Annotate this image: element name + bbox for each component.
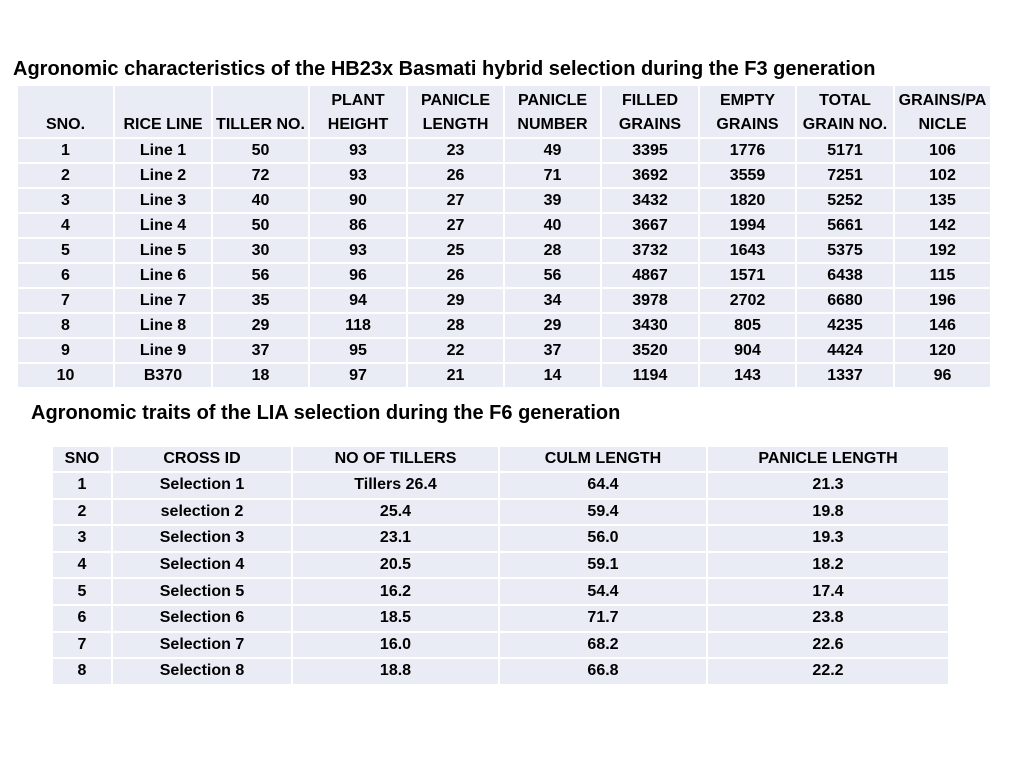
column-header — [114, 85, 212, 138]
table-cell: 3 — [52, 525, 112, 552]
table-cell: 3520 — [601, 338, 699, 363]
table-cell: 29 — [504, 313, 601, 338]
table-cell: 28 — [504, 238, 601, 263]
table-cell: 37 — [504, 338, 601, 363]
table-cell: 5661 — [796, 213, 894, 238]
table-cell: 18.2 — [707, 552, 949, 579]
table-cell: 4424 — [796, 338, 894, 363]
column-header-line: LENGTH — [422, 116, 489, 133]
column-header-line: SNO. — [45, 116, 86, 133]
column-header-line: GRAINS/PA — [898, 92, 987, 109]
table-cell: selection 2 — [112, 499, 292, 526]
table-cell: Selection 5 — [112, 578, 292, 605]
column-header — [504, 85, 601, 138]
table-cell: Selection 6 — [112, 605, 292, 632]
table-cell: 135 — [894, 188, 991, 213]
table-cell: 1 — [17, 138, 114, 163]
table-cell: 29 — [407, 288, 504, 313]
table-cell: 4867 — [601, 263, 699, 288]
table-row — [17, 313, 991, 338]
table-cell: 2 — [17, 163, 114, 188]
column-header — [17, 85, 114, 138]
table-cell: 56 — [504, 263, 601, 288]
table-cell: 10 — [17, 363, 114, 388]
table-cell: 56.0 — [499, 525, 707, 552]
column-header — [407, 85, 504, 138]
column-header-line: PLANT — [331, 92, 385, 109]
table-cell: 4 — [52, 552, 112, 579]
column-header-line: PANICLE — [517, 92, 588, 109]
column-header — [699, 85, 796, 138]
table-cell: 59.4 — [499, 499, 707, 526]
table-row — [17, 213, 991, 238]
table-cell: 3667 — [601, 213, 699, 238]
table-row — [52, 658, 949, 685]
table-cell: 26 — [407, 263, 504, 288]
header-row — [17, 85, 991, 138]
table-cell: 14 — [504, 363, 601, 388]
table-cell: 50 — [212, 213, 309, 238]
table-row — [17, 163, 991, 188]
table-cell: 3559 — [699, 163, 796, 188]
table-cell: 143 — [699, 363, 796, 388]
table-cell: 22.6 — [707, 632, 949, 659]
table-cell: 146 — [894, 313, 991, 338]
table-cell: Selection 3 — [112, 525, 292, 552]
table-cell: 5252 — [796, 188, 894, 213]
column-header: NO OF TILLERS — [292, 446, 499, 472]
table-cell: 37 — [212, 338, 309, 363]
table-cell: 1571 — [699, 263, 796, 288]
column-header — [601, 85, 699, 138]
table-cell: Line 2 — [114, 163, 212, 188]
table-cell: Line 8 — [114, 313, 212, 338]
table-cell: 2702 — [699, 288, 796, 313]
table-cell: 7251 — [796, 163, 894, 188]
table-cell: 64.4 — [499, 472, 707, 499]
column-header: CROSS ID — [112, 446, 292, 472]
table-cell: Line 4 — [114, 213, 212, 238]
table-cell: 86 — [309, 213, 407, 238]
table-row — [52, 605, 949, 632]
table-cell: 90 — [309, 188, 407, 213]
table-cell: 904 — [699, 338, 796, 363]
table-cell: 96 — [309, 263, 407, 288]
table-cell: 71 — [504, 163, 601, 188]
table-cell: 106 — [894, 138, 991, 163]
f6-traits-table — [51, 445, 950, 686]
table-cell: Line 3 — [114, 188, 212, 213]
table-cell: 3978 — [601, 288, 699, 313]
table2-title: Agronomic traits of the LIA selection during the F6 generation — [31, 402, 621, 424]
table-cell: 3 — [17, 188, 114, 213]
table-cell: 93 — [309, 138, 407, 163]
table-cell: 8 — [17, 313, 114, 338]
table-cell: 6438 — [796, 263, 894, 288]
table-cell: Line 6 — [114, 263, 212, 288]
table-cell: 56 — [212, 263, 309, 288]
column-header-line: RICE LINE — [123, 116, 203, 133]
table-cell: 27 — [407, 188, 504, 213]
column-header — [309, 85, 407, 138]
table-row — [52, 525, 949, 552]
table-row — [17, 363, 991, 388]
table-cell: 805 — [699, 313, 796, 338]
column-header-line: NUMBER — [517, 116, 588, 133]
table-cell: 26 — [407, 163, 504, 188]
table-row — [17, 288, 991, 313]
table-cell: 16.0 — [292, 632, 499, 659]
table-row — [52, 552, 949, 579]
table-cell: 40 — [212, 188, 309, 213]
table-row — [52, 499, 949, 526]
column-header-line: GRAINS — [618, 116, 682, 133]
column-header: SNO — [52, 446, 112, 472]
column-header-line: HEIGHT — [327, 116, 389, 133]
table-cell: 21.3 — [707, 472, 949, 499]
table-cell: 30 — [212, 238, 309, 263]
table-cell: 1994 — [699, 213, 796, 238]
table-row — [17, 188, 991, 213]
table-cell: 35 — [212, 288, 309, 313]
table-cell: Selection 4 — [112, 552, 292, 579]
table-cell: 3395 — [601, 138, 699, 163]
table-cell: 22 — [407, 338, 504, 363]
table-cell: 40 — [504, 213, 601, 238]
column-header — [796, 85, 894, 138]
table-cell: 5 — [17, 238, 114, 263]
table-cell: Line 1 — [114, 138, 212, 163]
header-row — [52, 446, 949, 472]
table-cell: 1 — [52, 472, 112, 499]
table-cell: 59.1 — [499, 552, 707, 579]
table-cell: 22.2 — [707, 658, 949, 685]
table-cell: 71.7 — [499, 605, 707, 632]
column-header-line — [213, 89, 308, 113]
table-cell: 29 — [212, 313, 309, 338]
table-cell: 5171 — [796, 138, 894, 163]
table-cell: 3430 — [601, 313, 699, 338]
column-header-line: FILLED — [622, 92, 678, 109]
table-cell: 49 — [504, 138, 601, 163]
column-header-line: GRAINS — [716, 116, 779, 133]
table-cell: 1643 — [699, 238, 796, 263]
table-cell: Selection 8 — [112, 658, 292, 685]
table-cell: 142 — [894, 213, 991, 238]
table-cell: 23.8 — [707, 605, 949, 632]
table-cell: 93 — [309, 238, 407, 263]
column-header-line — [18, 89, 113, 113]
table-cell: 54.4 — [499, 578, 707, 605]
table-cell: 18 — [212, 363, 309, 388]
table-row — [52, 578, 949, 605]
table-cell: 17.4 — [707, 578, 949, 605]
column-header: CULM LENGTH — [499, 446, 707, 472]
table-row — [17, 238, 991, 263]
table-cell: 196 — [894, 288, 991, 313]
table-cell: 118 — [309, 313, 407, 338]
table-cell: 19.8 — [707, 499, 949, 526]
column-header-line — [115, 89, 211, 113]
column-header — [212, 85, 309, 138]
table-row — [52, 472, 949, 499]
table-cell: 95 — [309, 338, 407, 363]
column-header-line: NICLE — [918, 116, 967, 133]
table-row — [17, 138, 991, 163]
table-cell: 93 — [309, 163, 407, 188]
table-cell: B370 — [114, 363, 212, 388]
table-cell: 20.5 — [292, 552, 499, 579]
table-cell: Selection 1 — [112, 472, 292, 499]
table-cell: 18.5 — [292, 605, 499, 632]
table-cell: 34 — [504, 288, 601, 313]
column-header-line: PANICLE — [420, 92, 491, 109]
table-cell: 8 — [52, 658, 112, 685]
table-cell: 23.1 — [292, 525, 499, 552]
table1-title: Agronomic characteristics of the HB23x Basmati hybrid selection during the F3 generation — [13, 58, 876, 80]
table-cell: 4235 — [796, 313, 894, 338]
table-cell: 2 — [52, 499, 112, 526]
table-cell: 3732 — [601, 238, 699, 263]
table-row — [52, 632, 949, 659]
table-cell: 192 — [894, 238, 991, 263]
table-row — [17, 263, 991, 288]
table-cell: 72 — [212, 163, 309, 188]
table-cell: 21 — [407, 363, 504, 388]
table-cell: 7 — [17, 288, 114, 313]
column-header-line: TILLER NO. — [216, 116, 305, 133]
table-cell: 1776 — [699, 138, 796, 163]
table-cell: 6680 — [796, 288, 894, 313]
table-cell: 23 — [407, 138, 504, 163]
table-cell: Line 7 — [114, 288, 212, 313]
f3-characteristics-table — [16, 84, 992, 389]
table-cell: 5 — [52, 578, 112, 605]
table-cell: Line 5 — [114, 238, 212, 263]
table-cell: 1820 — [699, 188, 796, 213]
column-header — [894, 85, 991, 138]
column-header: PANICLE LENGTH — [707, 446, 949, 472]
table-cell: 3692 — [601, 163, 699, 188]
table-cell: 6 — [52, 605, 112, 632]
table-cell: 27 — [407, 213, 504, 238]
column-header-line: TOTAL — [819, 92, 871, 109]
table-cell: 66.8 — [499, 658, 707, 685]
table-cell: 1194 — [601, 363, 699, 388]
table-cell: 102 — [894, 163, 991, 188]
table-row — [17, 338, 991, 363]
table-cell: 115 — [894, 263, 991, 288]
table-cell: 4 — [17, 213, 114, 238]
table-cell: 68.2 — [499, 632, 707, 659]
table-cell: 6 — [17, 263, 114, 288]
table-cell: 50 — [212, 138, 309, 163]
table-cell: 7 — [52, 632, 112, 659]
column-header-line: EMPTY — [719, 92, 776, 109]
table-cell: 120 — [894, 338, 991, 363]
table-cell: 1337 — [796, 363, 894, 388]
table-cell: Selection 7 — [112, 632, 292, 659]
table-cell: 16.2 — [292, 578, 499, 605]
table-cell: 25.4 — [292, 499, 499, 526]
table-cell: 3432 — [601, 188, 699, 213]
table-cell: 5375 — [796, 238, 894, 263]
table-cell: 25 — [407, 238, 504, 263]
table-cell: Tillers 26.4 — [292, 472, 499, 499]
table-cell: 39 — [504, 188, 601, 213]
table-cell: 9 — [17, 338, 114, 363]
table-cell: 96 — [894, 363, 991, 388]
table-cell: 94 — [309, 288, 407, 313]
table-cell: Line 9 — [114, 338, 212, 363]
table-cell: 28 — [407, 313, 504, 338]
table-cell: 97 — [309, 363, 407, 388]
table-cell: 19.3 — [707, 525, 949, 552]
column-header-line: GRAIN NO. — [802, 116, 888, 133]
table-cell: 18.8 — [292, 658, 499, 685]
